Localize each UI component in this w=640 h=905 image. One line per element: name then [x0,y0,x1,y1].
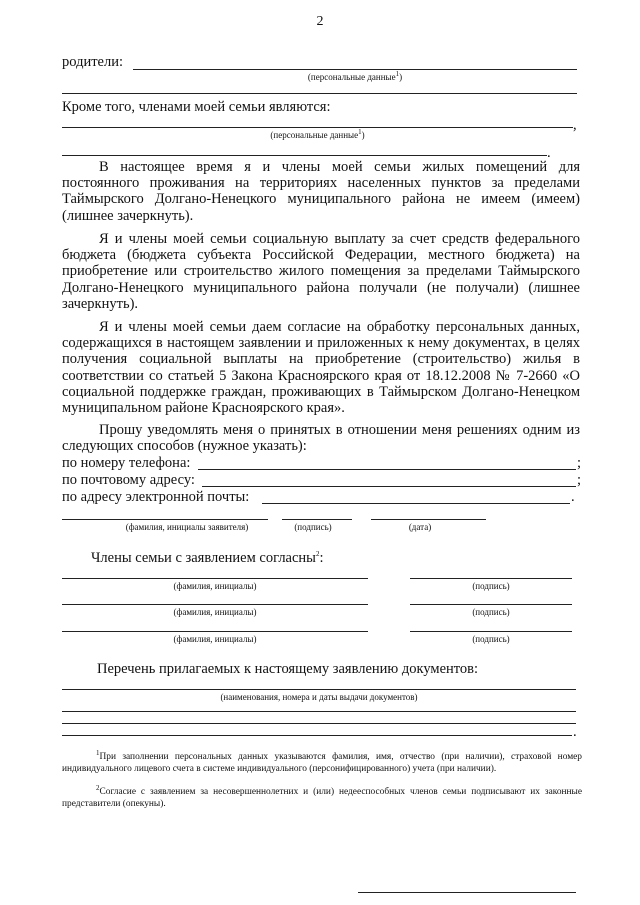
member-2-sign-line[interactable] [410,604,572,605]
applicant-name-caption: (фамилия, инициалы заявителя) [125,522,249,532]
member-1-sign-caption: (подпись) [472,581,510,591]
documents-title: Перечень прилагаемых к настоящему заявлению документов: [97,661,479,677]
family-field-line-2[interactable] [62,155,547,156]
family-intro: Кроме того, членами моей семьи являются: [62,99,331,115]
member-3-name-line[interactable] [62,631,368,632]
member-2-sign-caption: (подпись) [472,607,510,617]
paragraph-consent: Я и члены моей семьи даем согласие на обработку персональных данных, содержащихся в настоящем заявлении и приложенных к нему документах, в целях получения социальной выплаты на приобретение (строительство) жилья в соответствии со статьей 5 Закона Красноярского края от 18.12.2008 № 7-2660 «О социальной поддержке граждан, проживающих в Таймырском Долгано-Ненецком муниципальном районе Красноярского края». [62,319,580,417]
documents-line-1[interactable] [62,689,576,690]
contact-email-line[interactable] [262,503,570,504]
documents-end: . [573,724,577,740]
contact-phone-label: по номеру телефона: [62,455,191,471]
member-1-name-line[interactable] [62,578,368,579]
documents-line-2[interactable] [62,711,576,712]
member-3-sign-line[interactable] [410,631,572,632]
contact-email-end: . [571,489,575,505]
member-3-name-caption: (фамилия, инициалы) [173,634,257,644]
member-3-sign-caption: (подпись) [472,634,510,644]
applicant-name-line[interactable] [62,519,268,520]
member-2-name-caption: (фамилия, инициалы) [173,607,257,617]
applicant-date-caption: (дата) [408,522,432,532]
contact-address-line[interactable] [202,486,576,487]
parents-caption: (персональные данные$^1$) [307,70,403,82]
parents-label: родители: [62,54,124,70]
footnote-1: $^1$При заполнении персональных данных указываются фамилия, имя, отчество (при наличии), страховой номер индивидуального лицевого счета в системе индивидуального (персонифицированного) учета (при наличии). [62,748,582,774]
parents-field-line[interactable] [133,69,577,70]
applicant-sign-line[interactable] [282,519,352,520]
documents-line-4[interactable] [62,735,572,736]
contact-email-label: по адресу электронной почты: [62,489,250,505]
paragraph-social-payment: Я и члены моей семьи социальную выплату за счет средств федерального бюджета (бюджета субъекта Российской Федерации, местного бюджета) на приобретение или строительство жилого помещения за пределами Таймырского Долгано-Ненецкого муниципального района получали (не получали) (лишнее зачеркнуть). [62,231,580,312]
paragraph-housing: В настоящее время я и члены моей семьи жилых помещений для постоянного проживания на территориях населенных пунктов за пределами Таймырского Долгано-Ненецкого муниципального района не имеем (имеем) (лишнее зачеркнуть). [62,159,580,224]
parents-field-line-2[interactable] [62,93,577,94]
applicant-date-line[interactable] [371,519,486,520]
documents-caption: (наименования, номера и даты выдачи документов) [220,692,418,702]
paragraph-notify: Прошу уведомлять меня о принятых в отношении меня решениях одним из следующих способов (нужное указать): [62,422,580,455]
contact-address-end: ; [577,472,582,488]
applicant-sign-caption: (подпись) [294,522,332,532]
family-caption: (персональные данные$^1$) [270,128,365,140]
member-1-name-caption: (фамилия, инициалы) [173,581,257,591]
contact-address-label: по почтовому адресу: [62,472,195,488]
family-line-period: . [547,145,551,161]
member-1-sign-line[interactable] [410,578,572,579]
member-2-name-line[interactable] [62,604,368,605]
bottom-rule [358,892,576,893]
page-number: 2 [316,14,324,29]
documents-line-3[interactable] [62,723,576,724]
contact-phone-line[interactable] [198,469,576,470]
footnote-2: $^2$Согласие с заявлением за несовершеннолетних и (или) недееспособных членов семьи подписывают их законные представители (опекуны). [62,783,582,809]
family-field-line[interactable] [62,127,573,128]
members-title: Члены семьи с заявлением согласны$^2$: [91,550,324,566]
contact-phone-end: ; [577,455,582,471]
family-line-comma: , [573,117,577,133]
